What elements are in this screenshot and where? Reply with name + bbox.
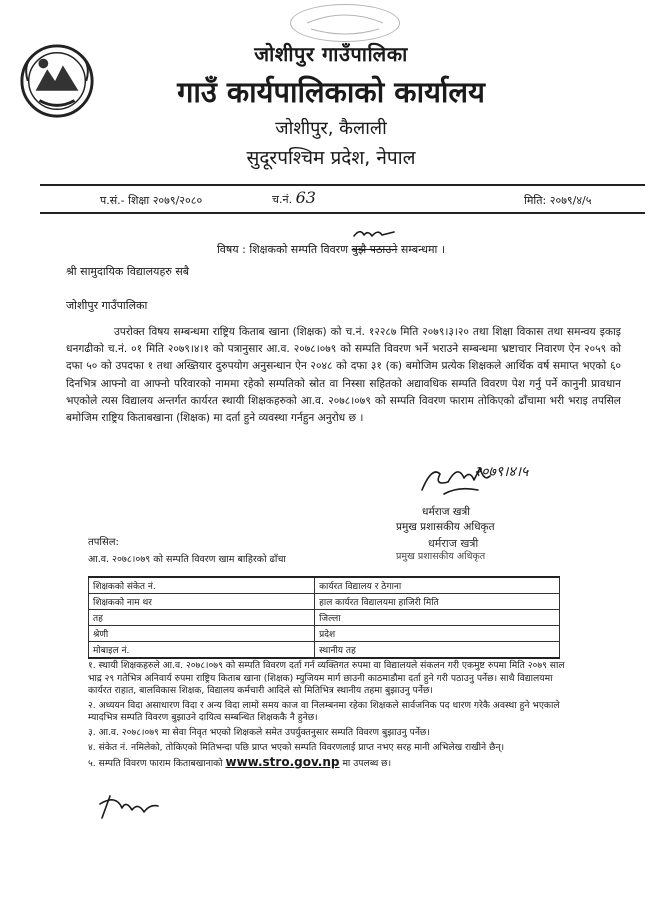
subject-struck: बुझै पठाउने [351,243,398,256]
stamp-title: प्रमुख प्रशासकीय अधिकृत [396,551,486,562]
chalani-value: 63 [295,188,316,207]
tapasil-label: तपसिल: [88,537,119,548]
subject-line [0,242,662,257]
table-cell: प्रदेश [315,626,560,642]
top-divider [40,184,645,186]
bottom-initial-scribble [96,790,166,824]
table-cell: कार्यरत विद्यालय र ठेगाना [315,577,560,594]
letter-date: मिति: २०७९/४/५ [524,194,592,207]
chalani-number [272,188,316,207]
handwritten-date: २०७९।४।५ [474,464,529,480]
subject-prefix: विषय : शिक्षकको सम्पति विवरण [216,243,349,256]
table-row [89,594,560,610]
website-link[interactable]: www.stro.gov.np [225,755,340,770]
envelope-format-table [88,576,560,659]
table-cell: शिक्षकको संकेत नं. [89,577,315,594]
table-cell: स्थानीय तह [315,642,560,659]
table-cell: हाल कार्यरत विद्यालयमा हाजिरी मिति [315,594,560,610]
note5-suffix: मा उपलब्ध छ। [342,758,392,770]
notes-list [88,660,568,773]
office-name: गाउँ कार्यपालिकाको कार्यालय [177,75,485,109]
table-row [89,642,560,659]
office-place: जोशीपुर, कैलाली [275,118,387,139]
municipality-name: जोशीपुर गाउँपालिका [254,42,408,66]
note5-prefix: ५. सम्पति विवरण फाराम किताबखानाको [88,758,223,770]
reference-number: प.सं.- शिक्षा २०७९/२०८० [100,194,203,207]
note-item: ३. आ.व. २०७८।०७९ मा सेवा निवृत भएको शिक्षकले समेत उपर्युक्तनुसार सम्पति विवरण बुझाउनु पर्नेछ। [88,726,430,738]
bottom-divider [40,212,645,214]
table-row [89,610,560,626]
tapasil-caption: आ.व. २०७८।०७९ को सम्पति विवरण खाम बाहिरको ढाँचा [88,554,286,565]
table-row [89,577,560,594]
addressee-line-1: श्री सामुदायिक विद्यालयहरु सबै [66,265,190,278]
chalani-label: च.नं. [272,193,293,206]
initial-scribble [352,226,396,240]
office-seal [290,4,400,42]
addressee-line-2: जोशीपुर गाउँपालिका [66,299,148,312]
table-cell: मोबाइल नं. [89,642,315,659]
table-cell: तह [89,610,315,626]
table-cell: जिल्ला [315,610,560,626]
note-item: ४. संकेत नं. नमिलेको, तोकिएको मितिभन्दा पछि प्राप्त भएको सम्पति विवरणलाई प्राप्त नभए सरह मानी अभिलेख राखीने छैन्। [88,741,505,753]
subject-suffix: सम्बन्धमा । [400,243,446,256]
note-item: १. स्थायी शिक्षकहरुले आ.व. २०७८।०७९ को सम्पति विवरण दर्ता गर्न व्यक्तिगत रुपमा वा विद्यालयले संकलन गरी एकमुष्ट रुपमा मिति २०७९ साल भाद्र २९ गतेभित्र अनिवार्य रुपमा राष्ट्रिय किताब खाना (शिक्षक) म्युजियम मार्ग छाउनी काठमाडौमा दर्ता हुने गरी पठाउनु पर्नेछ। साथै विद्यालयमा कार्यरत राहात, बालविकास शिक्षक, विद्यालय कर्मचारी आदिले सो मितिभित्र स्थानीय तहमा बुझाउनु पर्नेछ। [88,660,565,697]
signatory-name: धर्मराज खत्री [422,506,470,518]
table-cell: श्रेणी [89,626,315,642]
body-paragraph: उपरोक्त विषय सम्बन्धमा राष्ट्रिय किताब खाना (शिक्षक) को च.नं. १२२८७ मिति २०७९।३।२० तथा शिक्षा विकास तथा समन्वय इकाइ धनगढीको च.नं. ०१ मिति २०७९।४।१ को पत्रानुसार आ.व. २०७८।०७९ को सम्पति विवरण भर्ने भराउने सम्बन्धमा भ्रष्टाचार निवारण ऐन २०५९ को दफा ५० को उपदफा १ तथा अख्तियार दुरुपयोग अनुसन्धान ऐन २०४८ को दफा ३१ (क) बमोजिम प्रत्येक शिक्षकले आर्थिक वर्ष समाप्त भएको ६० दिनभित्र आफ्नो वा आफ्नो परिवारको नाममा रहेको सम्पतिको स्रोत वा निस्सा सहितको अद्यावधिक सम्पति विवरण पेश गर्नु पर्ने कानुनी प्रावधान भएकोले त्यस विद्यालय अन्तर्गत कार्यरत स्थायी शिक्षकहरुको आ.व. २०७८।०७९ को सम्पति विवरण फाराम तोकिएको ढाँचामा भरी भराइ तपसिल बमोजिम राष्ट्रिय किताबखाना (शिक्षक) मा दर्ता हुने व्यवस्था गर्नहुन अनुरोध छ । [66,326,621,425]
note-item: २. अध्ययन विदा असाधारण विदा र अन्य विदा लामो समय काज वा निलम्बनमा रहेका शिक्षकले सार्वजनिक पद धारण गरेकै अवस्था हुने भएकाले म्यादभित्र सम्पति विवरण बुझाउने दायित्व सम्बन्धित शिक्षककै नै हुनेछ। [88,699,560,724]
signatory-title: प्रमुख प्रशासकीय अधिकृत [396,521,495,533]
table-row [89,626,560,642]
note-item-url [88,756,568,771]
table-cell: शिक्षकको नाम थर [89,594,315,610]
stamp-name: धर्मराज खत्री [428,537,479,550]
office-province: सुदूरपश्चिम प्रदेश, नेपाल [246,147,416,169]
